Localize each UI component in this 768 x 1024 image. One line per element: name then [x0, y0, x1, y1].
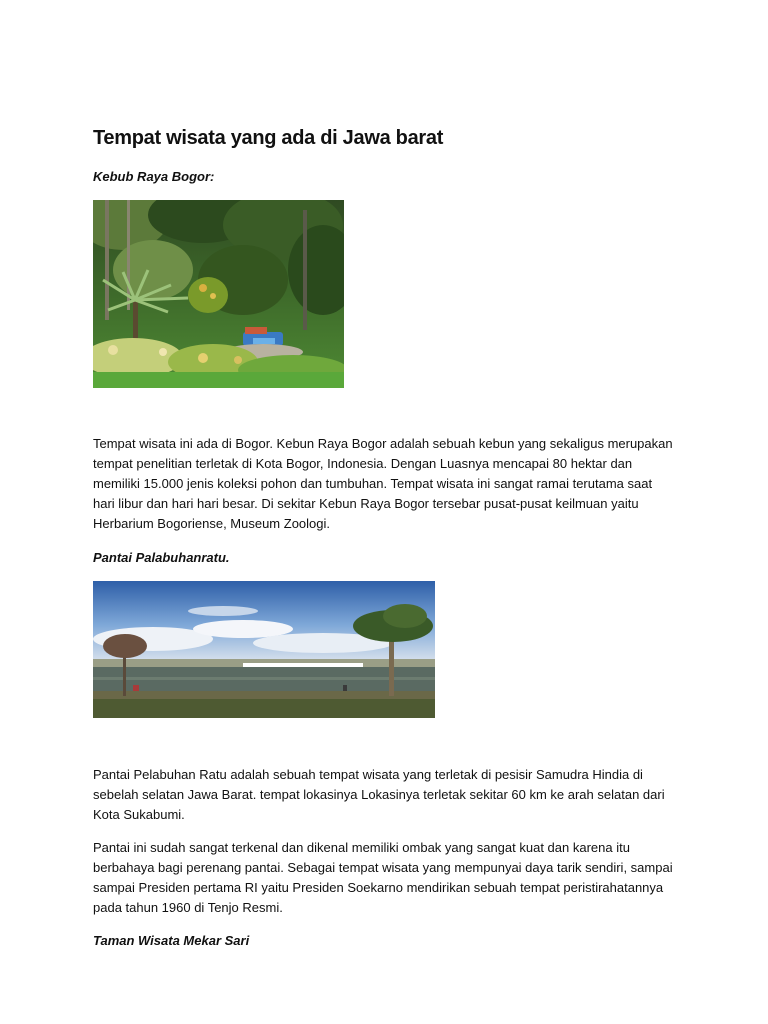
beach-photo: [93, 581, 435, 718]
section-heading-pantai-palabuhanratu: Pantai Palabuhanratu.: [93, 550, 230, 565]
section-heading-taman-wisata-mekar-sari: Taman Wisata Mekar Sari: [93, 933, 250, 948]
document-title: Tempat wisata yang ada di Jawa barat: [93, 127, 444, 149]
paragraph-pantai-ombak: Pantai ini sudah sangat terkenal dan dikenal memiliki ombak yang sangat kuat dan karena itu berbahaya bagi perenang pantai. Sebagai tempat wisata yang mempunyai daya tarik sendiri, sampai sampai Presiden pertama RI yaitu Presiden Soekarno mendirikan sebuah tempat peristirahatannya pada tahun 1960 di Tenjo Resmi.: [93, 840, 673, 915]
garden-photo: [93, 200, 344, 388]
paragraph-pantai-lokasi: Pantai Pelabuhan Ratu adalah sebuah tempat wisata yang terletak di pesisir Samudra Hindia di sebelah selatan Jawa Barat. tempat lokasinya Lokasinya terletak sekitar 60 km ke arah selatan dari Kota Sukabumi.: [93, 767, 665, 822]
section-heading-kebun-raya-bogor: Kebub Raya Bogor:: [93, 169, 215, 184]
paragraph-kebun-raya-bogor: Tempat wisata ini ada di Bogor. Kebun Raya Bogor adalah sebuah kebun yang sekaligus merupakan tempat penelitian terletak di Kota Bogor, Indonesia. Dengan Luasnya mencapai 80 hektar dan memiliki 15.000 jenis koleksi pohon dan tumbuhan. Tempat wisata ini sangat ramai terutama saat hari libur dan hari hari besar. Di sekitar Kebun Raya Bogor tersebar pusat-pusat keilmuan yaitu Herbarium Bogoriense, Museum Zoologi.: [93, 436, 673, 531]
